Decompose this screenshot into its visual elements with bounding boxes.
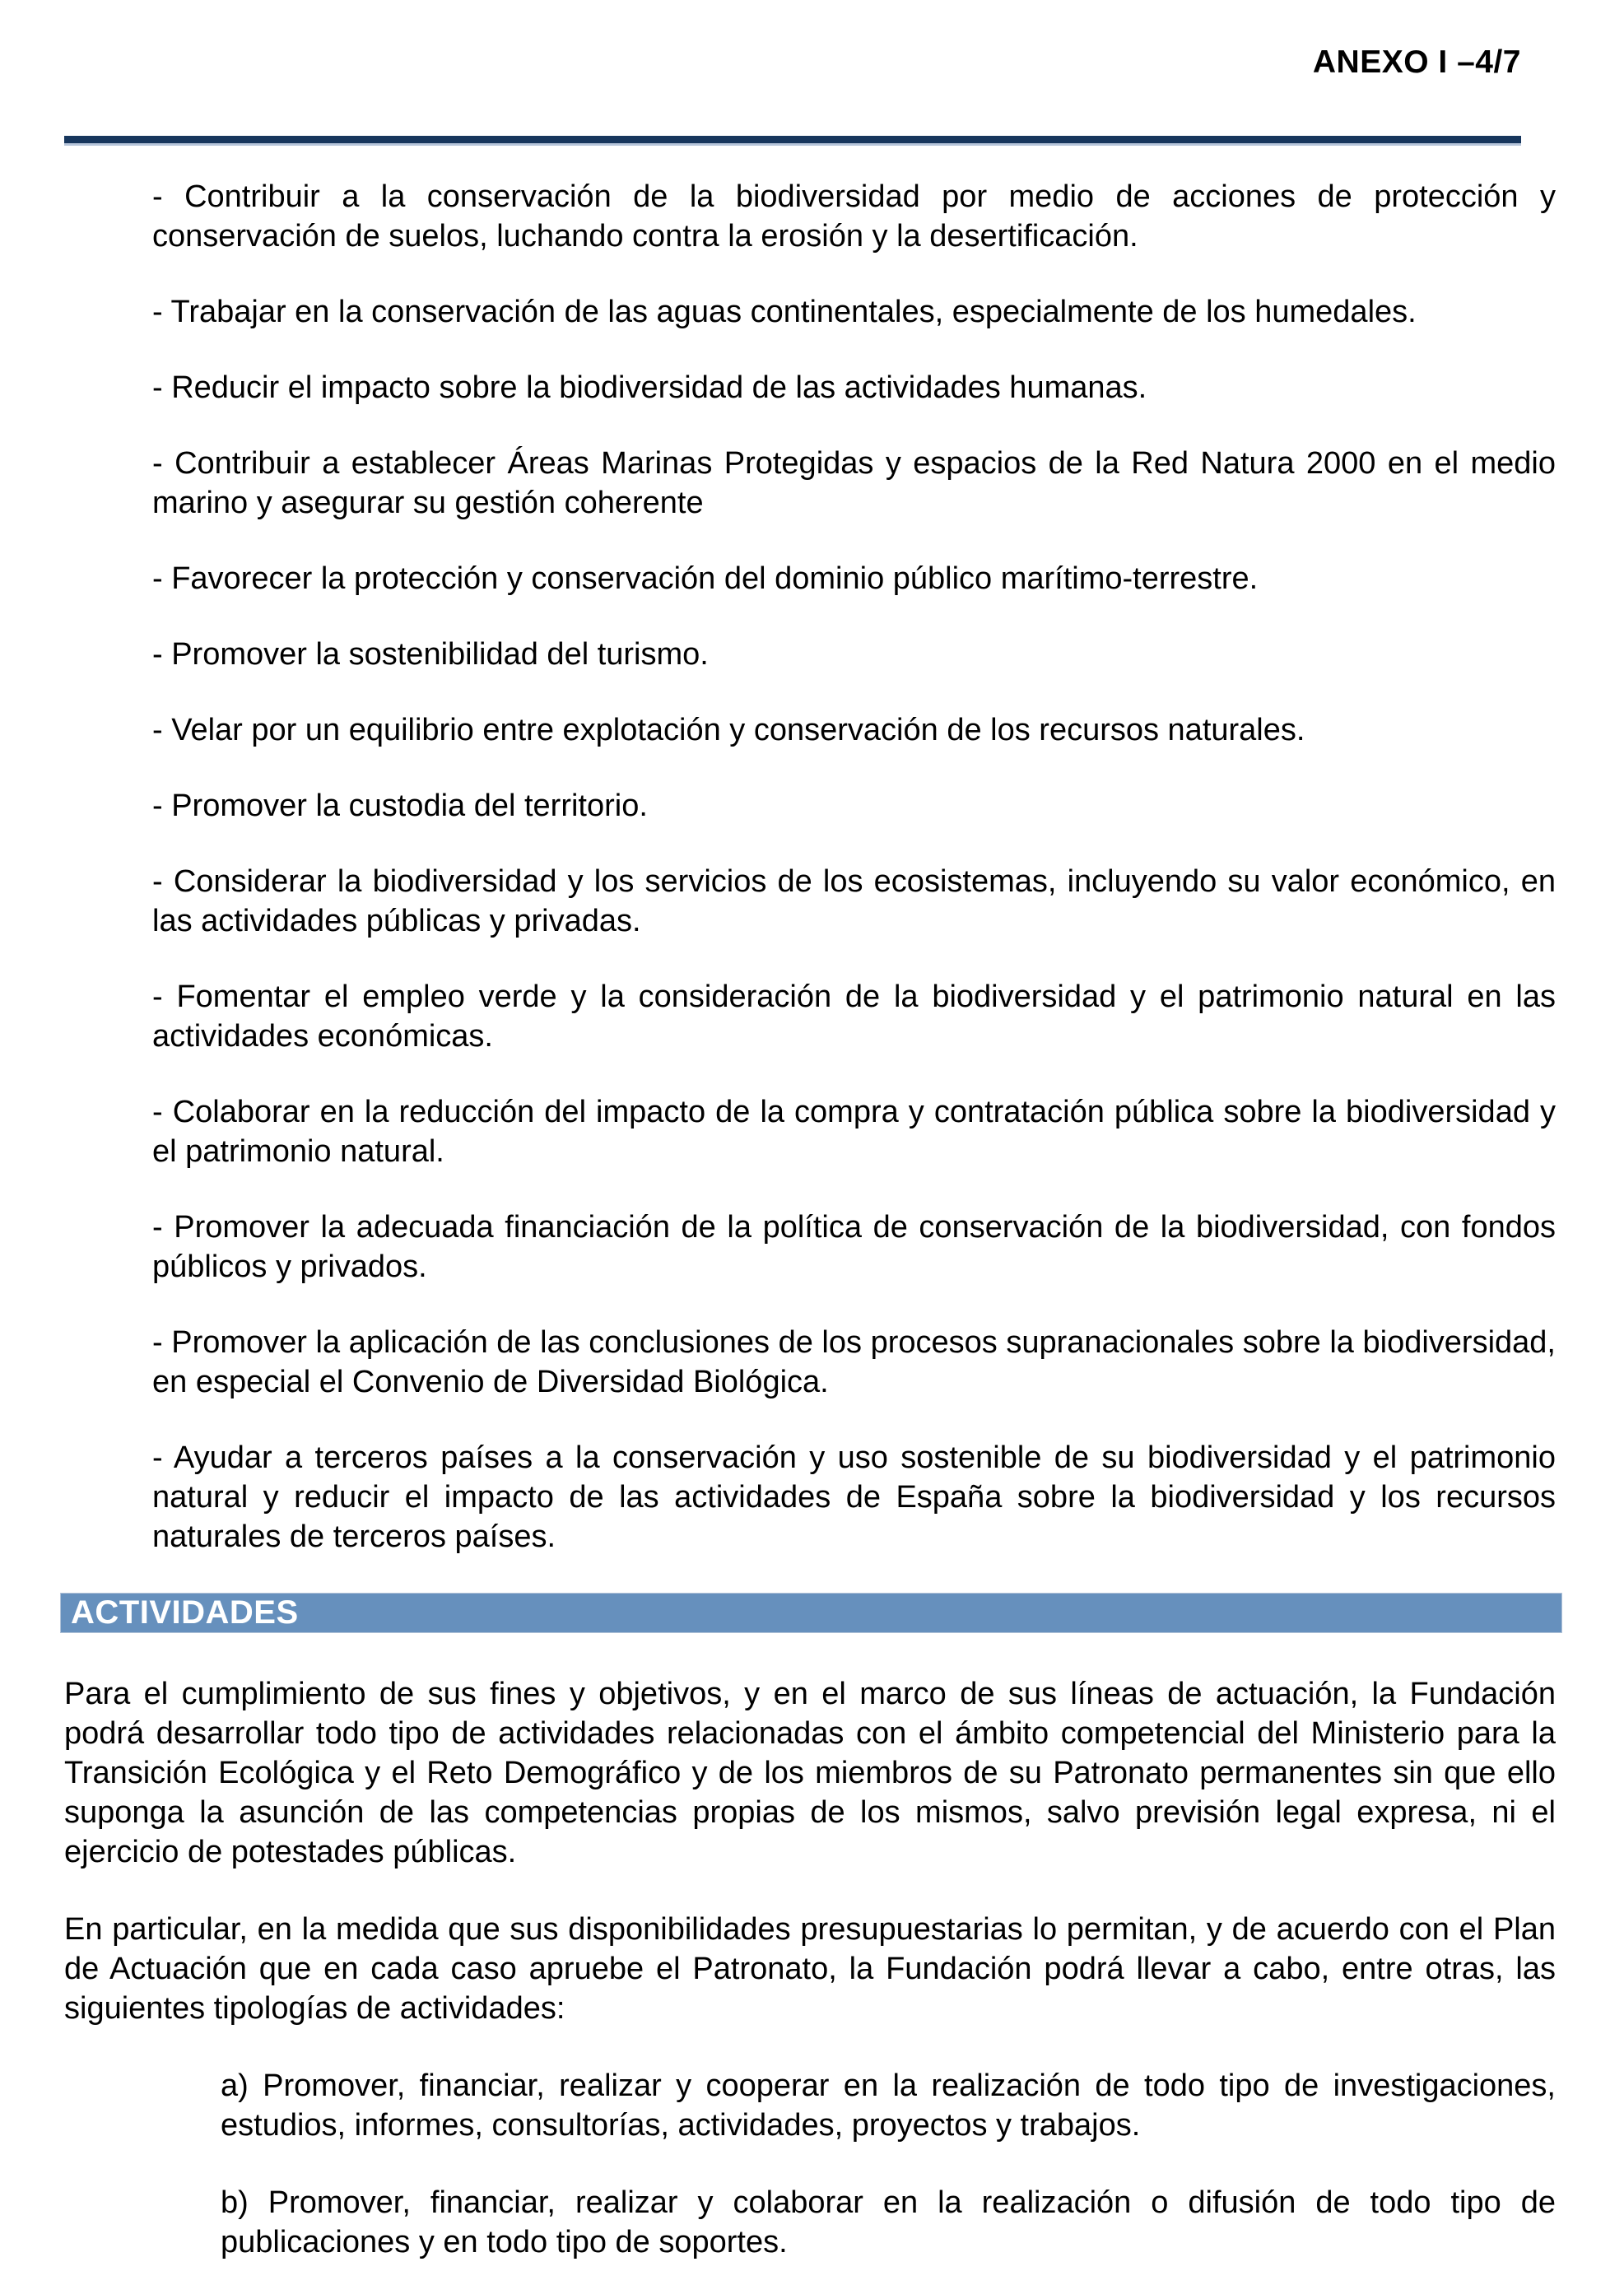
list-item: - Trabajar en la conservación de las aguas continentales, especialmente de los humedales. bbox=[152, 295, 1417, 329]
list-item: - Considerar la biodiversidad y los servicios de los ecosistemas, incluyendo su valor económico, en las actividades públicas y privadas. bbox=[152, 864, 1556, 938]
list-item: - Reducir el impacto sobre la biodiversidad de las actividades humanas. bbox=[152, 370, 1147, 405]
lettered-item-a: a) Promover, financiar, realizar y cooperar en la realización de todo tipo de investigaciones, estudios, informes, consultorías, actividades, proyectos y trabajos. bbox=[221, 2069, 1556, 2143]
body-paragraph: En particular, en la medida que sus disponibilidades presupuestarias lo permitan, y de acuerdo con el Plan de Actuación que en cada caso apruebe el Patronato, la Fundación podrá llevar a cabo, entre otras, las siguientes tipologías de actividades: bbox=[64, 1912, 1556, 2026]
list-item: - Promover la adecuada financiación de la política de conservación de la biodiversidad, con fondos públicos y privados. bbox=[152, 1210, 1556, 1284]
objectives-list bbox=[64, 177, 1556, 1557]
body-paragraph: Para el cumplimiento de sus fines y objetivos, y en el marco de sus líneas de actuación, la Fundación podrá desarrollar todo tipo de actividades relacionadas con el ámbito competencial del Ministerio para la Transición Ecológica y el Reto Demográfico y de los miembros de su Patronato permanentes sin que ello suponga la asunción de las competencias propias de los mismos, salvo previsión legal expresa, ni el ejercicio de potestades públicas. bbox=[64, 1677, 1556, 1869]
list-item: - Velar por un equilibrio entre explotación y conservación de los recursos naturales. bbox=[152, 713, 1305, 747]
list-item: - Promover la aplicación de las conclusiones de los procesos supranacionales sobre la biodiversidad, en especial el Convenio de Diversidad Biológica. bbox=[152, 1325, 1556, 1399]
list-item: - Promover la custodia del territorio. bbox=[152, 789, 648, 823]
list-item: - Ayudar a terceros países a la conservación y uso sostenible de su biodiversidad y el patrimonio natural y reducir el impacto de las actividades de España sobre la biodiversidad y los recursos naturales de terceros países. bbox=[152, 1440, 1556, 1554]
page-annex-label: ANEXO I –4/7 bbox=[1312, 44, 1521, 80]
list-item: - Fomentar el empleo verde y la consideración de la biodiversidad y el patrimonio natural en las actividades económicas. bbox=[152, 980, 1556, 1054]
list-item: - Contribuir a la conservación de la biodiversidad por medio de acciones de protección y conservación de suelos, luchando contra la erosión y la desertificación. bbox=[152, 179, 1556, 254]
lettered-item-b: b) Promover, financiar, realizar y colaborar en la realización o difusión de todo tipo de publicaciones y en todo tipo de soportes. bbox=[221, 2185, 1556, 2259]
list-item: - Contribuir a establecer Áreas Marinas Protegidas y espacios de la Red Natura 2000 en el medio marino y asegurar su gestión coherente bbox=[152, 446, 1556, 520]
list-item: - Colaborar en la reducción del impacto de la compra y contratación pública sobre la biodiversidad y el patrimonio natural. bbox=[152, 1095, 1556, 1169]
list-item: - Promover la sostenibilidad del turismo. bbox=[152, 637, 709, 672]
list-item: - Favorecer la protección y conservación del dominio público marítimo-terrestre. bbox=[152, 561, 1259, 596]
header-rule bbox=[64, 136, 1521, 146]
section-title: ACTIVIDADES bbox=[71, 1594, 299, 1631]
section-header-activities bbox=[60, 1593, 1562, 1633]
